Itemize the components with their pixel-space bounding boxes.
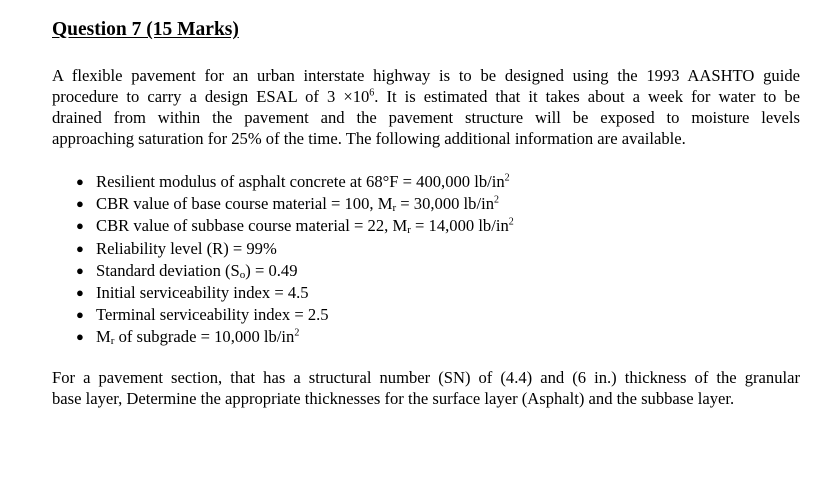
subscript: r: [392, 202, 397, 215]
bullet-icon: ●: [76, 307, 84, 323]
list-item: [76, 171, 514, 193]
problem-line-4: approaching saturation for 25% of the time. The following additional information are available.: [52, 129, 686, 148]
superscript: 2: [508, 216, 514, 228]
problem-line-3: drained from within the pavement and the pavement structure will be exposed to moisture levels: [52, 108, 800, 127]
bullet-icon: ●: [76, 196, 84, 212]
problem-line-2-rest: . It is estimated that it takes about a week for water to be: [374, 87, 801, 106]
bullet-icon: ●: [76, 240, 84, 256]
subbase-modulus-text: = 14,000 lb/in: [410, 216, 509, 236]
asphalt-modulus-text: Resilient modulus of asphalt concrete at 68°F = 400,000 lb/in: [96, 172, 505, 191]
bullet-icon: ●: [76, 174, 84, 189]
initial-serviceability-text: Initial serviceability index = 4.5: [96, 283, 309, 303]
subgrade-modulus-text: of subgrade = 10,000 lb/in: [114, 327, 295, 347]
subgrade-modulus-symbol: M: [96, 327, 111, 347]
task-statement: [52, 367, 800, 409]
terminal-serviceability-text: Terminal serviceability index = 2.5: [96, 305, 329, 325]
esal-text: procedure to carry a design ESAL of 3 ×10: [52, 87, 370, 106]
list-item: [76, 326, 514, 348]
bullet-icon: ●: [76, 262, 84, 278]
reliability-text: Reliability level (R) = 99%: [96, 238, 277, 258]
std-deviation-text: Standard deviation (S: [96, 260, 240, 280]
list-item: [76, 304, 514, 326]
base-cbr-text: CBR value of base course material = 100, M: [96, 194, 393, 214]
list-item: [76, 215, 514, 237]
subbase-cbr-text: CBR value of subbase course material = 22, M: [96, 216, 408, 236]
task-line-2: base layer, Determine the appropriate thicknesses for the surface layer (Asphalt) and the subbase layer.: [52, 389, 735, 408]
list-item: [76, 238, 514, 260]
given-data-list: [76, 171, 514, 349]
superscript: 2: [504, 172, 510, 184]
subscript: r: [407, 224, 411, 237]
bullet-icon: ●: [76, 329, 84, 345]
list-item: [76, 282, 514, 304]
list-item: [76, 193, 514, 215]
base-modulus-text: = 30,000 lb/in: [396, 194, 494, 214]
bullet-icon: ●: [76, 285, 84, 301]
list-item: [76, 260, 514, 282]
std-deviation-value: ) = 0.49: [245, 260, 298, 280]
superscript: 2: [494, 194, 499, 206]
subscript: o: [239, 268, 246, 281]
problem-line-2: [52, 86, 800, 107]
bullet-icon: ●: [76, 218, 84, 234]
question-title: Question 7 (15 Marks): [52, 19, 239, 40]
superscript: 2: [294, 327, 300, 339]
esal-exponent: 6: [369, 87, 375, 99]
subscript: r: [110, 335, 115, 348]
task-line-1: For a pavement section, that has a structural number (SN) of (4.4) and (6 in.) thickness of the granular: [52, 368, 800, 387]
problem-line-1: A flexible pavement for an urban interstate highway is to be designed using the 1993 AASHTO guide: [52, 66, 800, 85]
problem-statement: [52, 65, 800, 149]
